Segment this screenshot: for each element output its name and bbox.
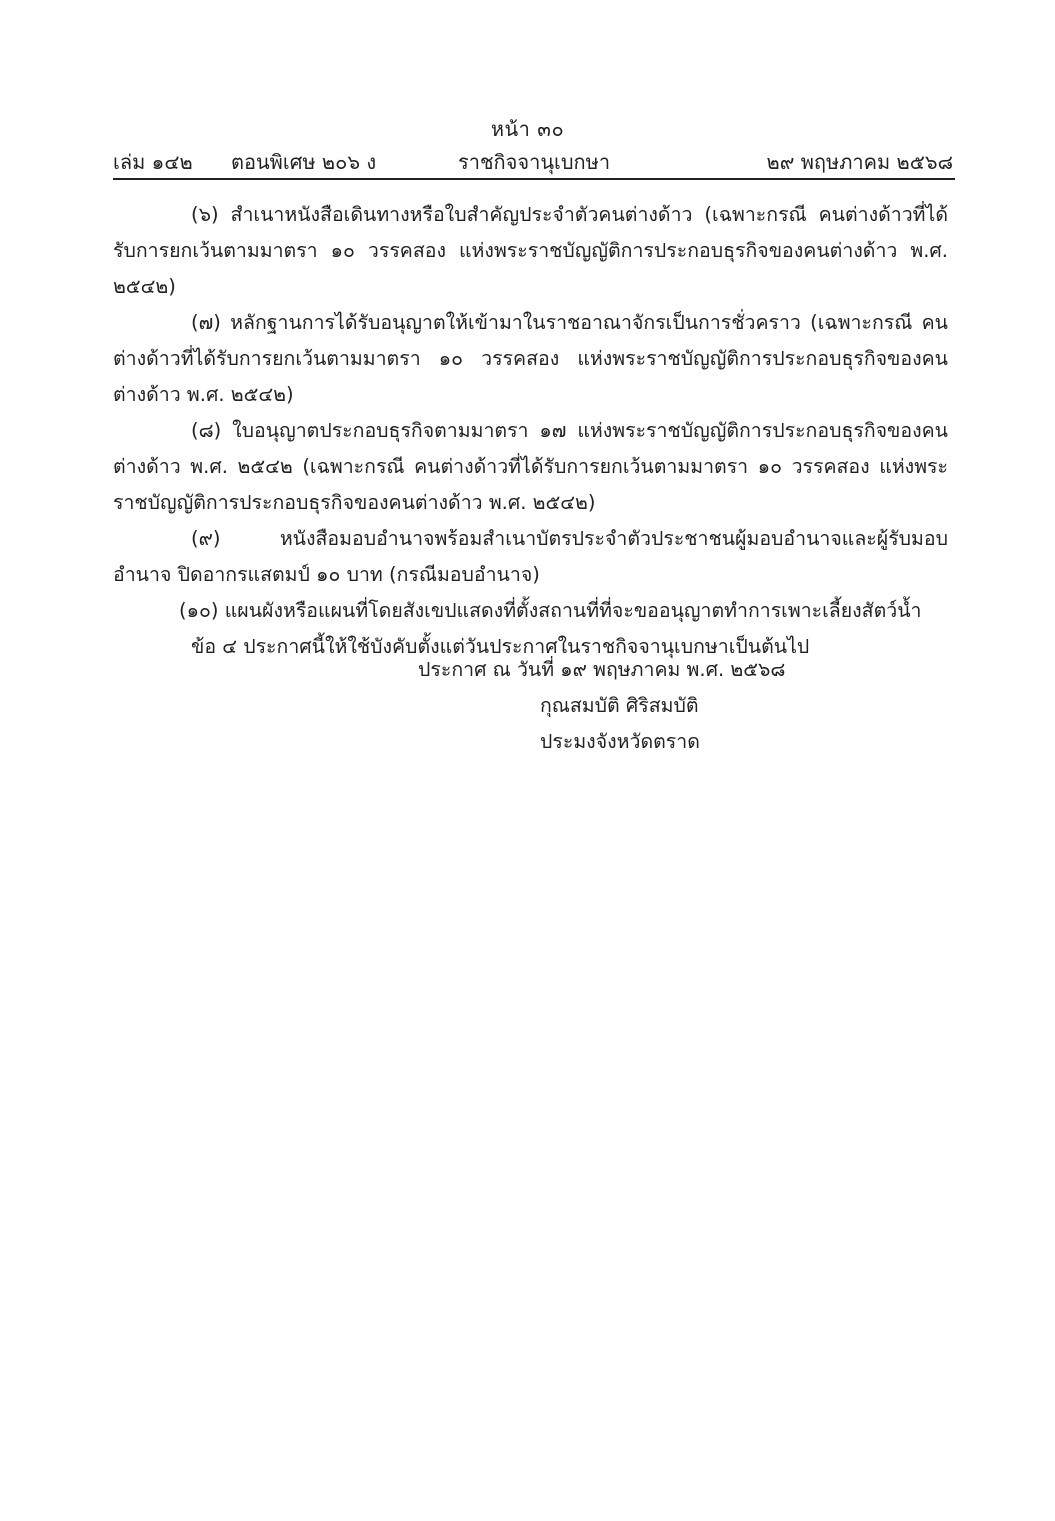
issue-number: ตอนพิเศษ ๒๐๖ ง xyxy=(231,150,377,174)
list-item-6: (๖) สำเนาหนังสือเดินทางหรือใบสำคัญประจำตัวคนต่างด้าว (เฉพาะกรณี คนต่างด้าวที่ได้รับการยกเว้นตามมาตรา ๑๐ วรรคสอง แห่งพระราชบัญญัติการประกอบธุรกิจของคนต่างด้าว พ.ศ. ๒๕๔๒) xyxy=(113,203,948,298)
document-body xyxy=(113,197,948,665)
gazette-header xyxy=(113,146,953,176)
publication-date: ๒๙ พฤษภาคม ๒๕๖๘ xyxy=(766,150,953,174)
gazette-name: ราชกิจจานุเบกษา xyxy=(458,150,611,174)
signer-name: กุณสมบัติ ศิริสมบัติ xyxy=(540,694,699,717)
list-item-7: (๗) หลักฐานการได้รับอนุญาตให้เข้ามาในราชอาณาจักรเป็นการชั่วคราว (เฉพาะกรณี คนต่างด้าวที่ได้รับการยกเว้นตามมาตรา ๑๐ วรรคสอง แห่งพระราชบัญญัติการประกอบธุรกิจของคนต่างด้าว พ.ศ. ๒๕๔๒) xyxy=(113,311,948,406)
announcement-date: ประกาศ ณ วันที่ ๑๙ พฤษภาคม พ.ศ. ๒๕๖๘ xyxy=(418,658,786,681)
list-item-10: (๑๐) แผนผังหรือแผนที่โดยสังเขปแสดงที่ตั้งสถานที่ที่จะขออนุญาตทำการเพาะเลี้ยงสัตว์น้ำ xyxy=(179,599,922,622)
list-item-8: (๘) ใบอนุญาตประกอบธุรกิจตามมาตรา ๑๗ แห่งพระราชบัญญัติการประกอบธุรกิจของคนต่างด้าว พ.ศ. ๒๕๔๒ (เฉพาะกรณี คนต่างด้าวที่ได้รับการยกเว้นตามมาตรา ๑๐ วรรคสอง แห่งพระราชบัญญัติการประกอบธุรกิจของคนต่างด้าว พ.ศ. ๒๕๔๒) xyxy=(113,419,948,514)
signer-title: ประมงจังหวัดตราด xyxy=(540,730,700,753)
list-item-9: (๙) หนังสือมอบอำนาจพร้อมสำเนาบัตรประจำตัวประชาชนผู้มอบอำนาจและผู้รับมอบอำนาจ ปิดอากรแสตมป์ ๑๐ บาท (กรณีมอบอำนาจ) xyxy=(113,527,948,586)
volume-number: เล่ม ๑๔๒ xyxy=(113,150,193,174)
header-divider xyxy=(113,178,955,180)
clause-4: ข้อ ๔ ประกาศนี้ให้ใช้บังคับตั้งแต่วันประกาศในราชกิจจานุเบกษาเป็นต้นไป xyxy=(191,635,810,658)
page-number: หน้า ๓๐ xyxy=(490,117,565,141)
